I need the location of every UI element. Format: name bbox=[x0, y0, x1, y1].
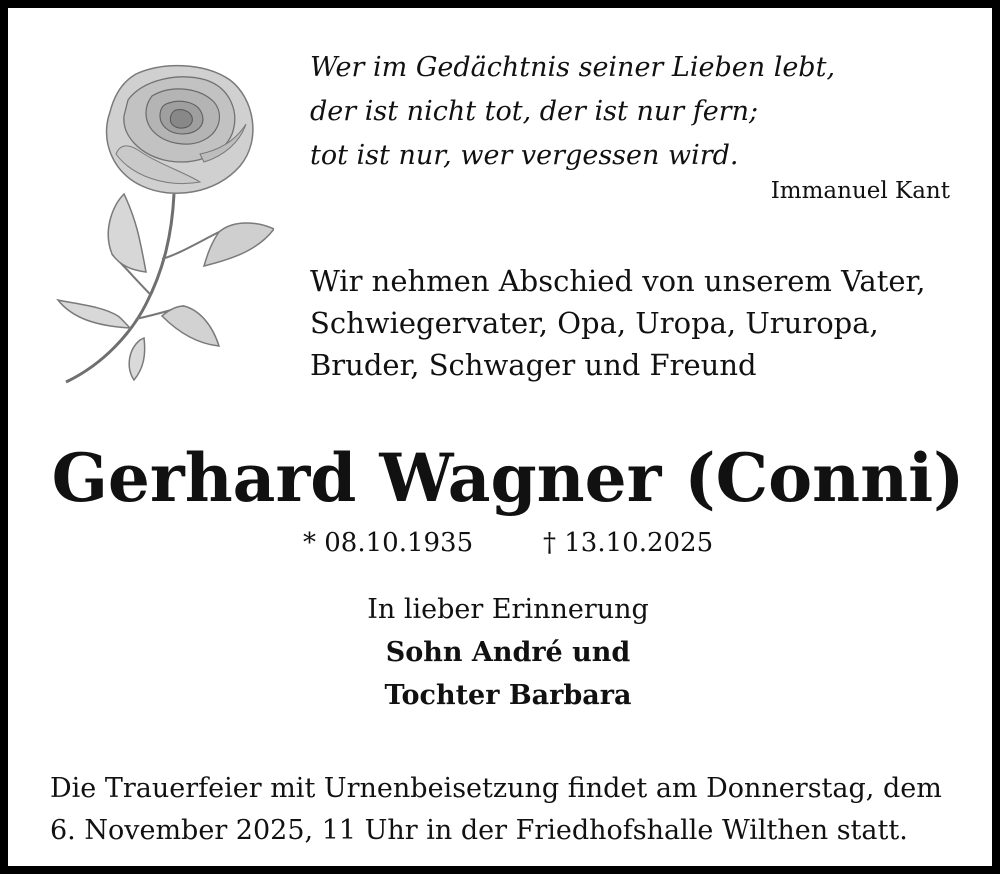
service-line: Die Trauerfeier mit Urnenbeisetzung findet am Donnerstag, dem bbox=[50, 773, 942, 804]
deceased-name: Gerhard Wagner (Conni) bbox=[51, 439, 965, 517]
signer-line: Sohn André und bbox=[385, 637, 631, 668]
signer-line: Tochter Barbara bbox=[384, 680, 632, 711]
service-line: 6. November 2025, 11 Uhr in der Friedhofshalle Wilthen statt. bbox=[50, 815, 908, 846]
memory-intro: In lieber Erinnerung bbox=[367, 594, 649, 625]
death-date: † 13.10.2025 bbox=[543, 528, 714, 558]
quote-line: Wer im Gedächtnis seiner Lieben lebt, bbox=[310, 52, 836, 83]
quote-block bbox=[310, 46, 950, 178]
quote-author: Immanuel Kant bbox=[770, 178, 950, 204]
birth-date: * 08.10.1935 bbox=[303, 528, 474, 558]
quote-line: der ist nicht tot, der ist nur fern; bbox=[310, 96, 759, 127]
quote-line: tot ist nur, wer vergessen wird. bbox=[310, 140, 739, 171]
farewell-line: Schwiegervater, Opa, Uropa, Ururopa, bbox=[310, 306, 879, 340]
farewell-line: Bruder, Schwager und Freund bbox=[310, 348, 757, 382]
service-info bbox=[50, 768, 980, 852]
farewell-text bbox=[310, 260, 970, 386]
farewell-line: Wir nehmen Abschied von unserem Vater, bbox=[310, 264, 926, 298]
life-dates bbox=[303, 528, 763, 568]
memory-block bbox=[8, 588, 1000, 717]
rose-icon bbox=[54, 54, 274, 384]
